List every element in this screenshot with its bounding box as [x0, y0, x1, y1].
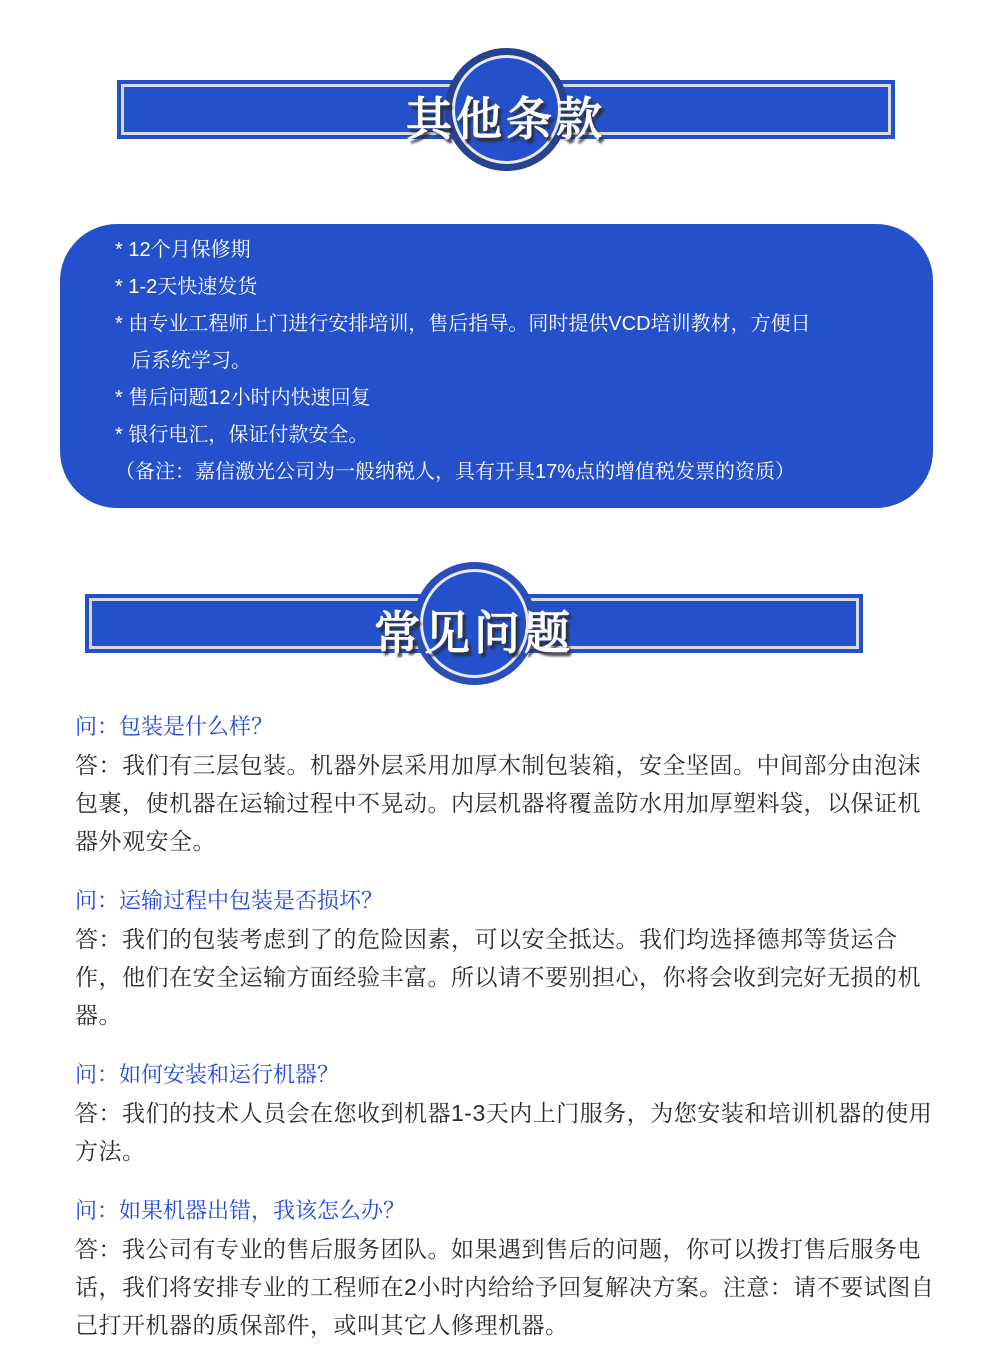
- faq-item-machine-error: [75, 1192, 935, 1344]
- term-line-training-cont: 后系统学习。: [131, 350, 251, 372]
- term-line-shipping: * 1-2天快速发货: [115, 276, 258, 298]
- faq-answer: 答：我们的包装考虑到了的危险因素，可以安全抵达。我们均选择德邦等货运合作，他们在安全运输方面经验丰富。所以请不要别担心，你将会收到完好无损的机器。: [75, 926, 921, 1028]
- term-line-tax-note: （备注：嘉信激光公司为一般纳税人，具有开具17%点的增值税发票的资质）: [115, 461, 796, 483]
- faq-question: 问：运输过程中包装是否损坏？: [75, 888, 384, 913]
- faq-answer: 答：我们的技术人员会在您收到机器1-3天内上门服务，为您安装和培训机器的使用方法。: [75, 1100, 933, 1164]
- faq-list: [75, 708, 935, 1362]
- faq-item-transport-damage: [75, 882, 935, 1034]
- term-line-aftersale-reply: * 售后问题12小时内快速回复: [115, 387, 371, 409]
- term-line-training: * 由专业工程师上门进行安排培训，售后指导。同时提供VCD培训教材，方便日: [115, 313, 811, 335]
- faq-question: 问：如果机器出错，我该怎么办？: [75, 1198, 406, 1223]
- faq-question: 问：如何安装和运行机器？: [75, 1062, 340, 1087]
- faq-answer: 答：我们有三层包装。机器外层采用加厚木制包装箱，安全坚固。中间部分由泡沫包裹，使机器在运输过程中不晃动。内层机器将覆盖防水用加厚塑料袋，以保证机器外观安全。: [75, 752, 921, 854]
- faq-item-installation: [75, 1056, 935, 1170]
- faq-answer: 答：我公司有专业的售后服务团队。如果遇到售后的问题，你可以拨打售后服务电话，我们将安排专业的工程师在2小时内给给予回复解决方案。注意：请不要试图自己打开机器的质保部件，或叫其它人修理机器。: [75, 1236, 935, 1338]
- term-line-payment: * 银行电汇，保证付款安全。: [115, 424, 369, 446]
- section-title-faq: 常见问题: [374, 607, 574, 659]
- term-line-warranty: * 12个月保修期: [115, 239, 251, 261]
- faq-item-packaging: [75, 708, 935, 860]
- faq-question: 问：包装是什么样？: [75, 714, 274, 739]
- section-title-other-terms: 其他条款: [406, 93, 606, 145]
- terms-box: [60, 224, 933, 508]
